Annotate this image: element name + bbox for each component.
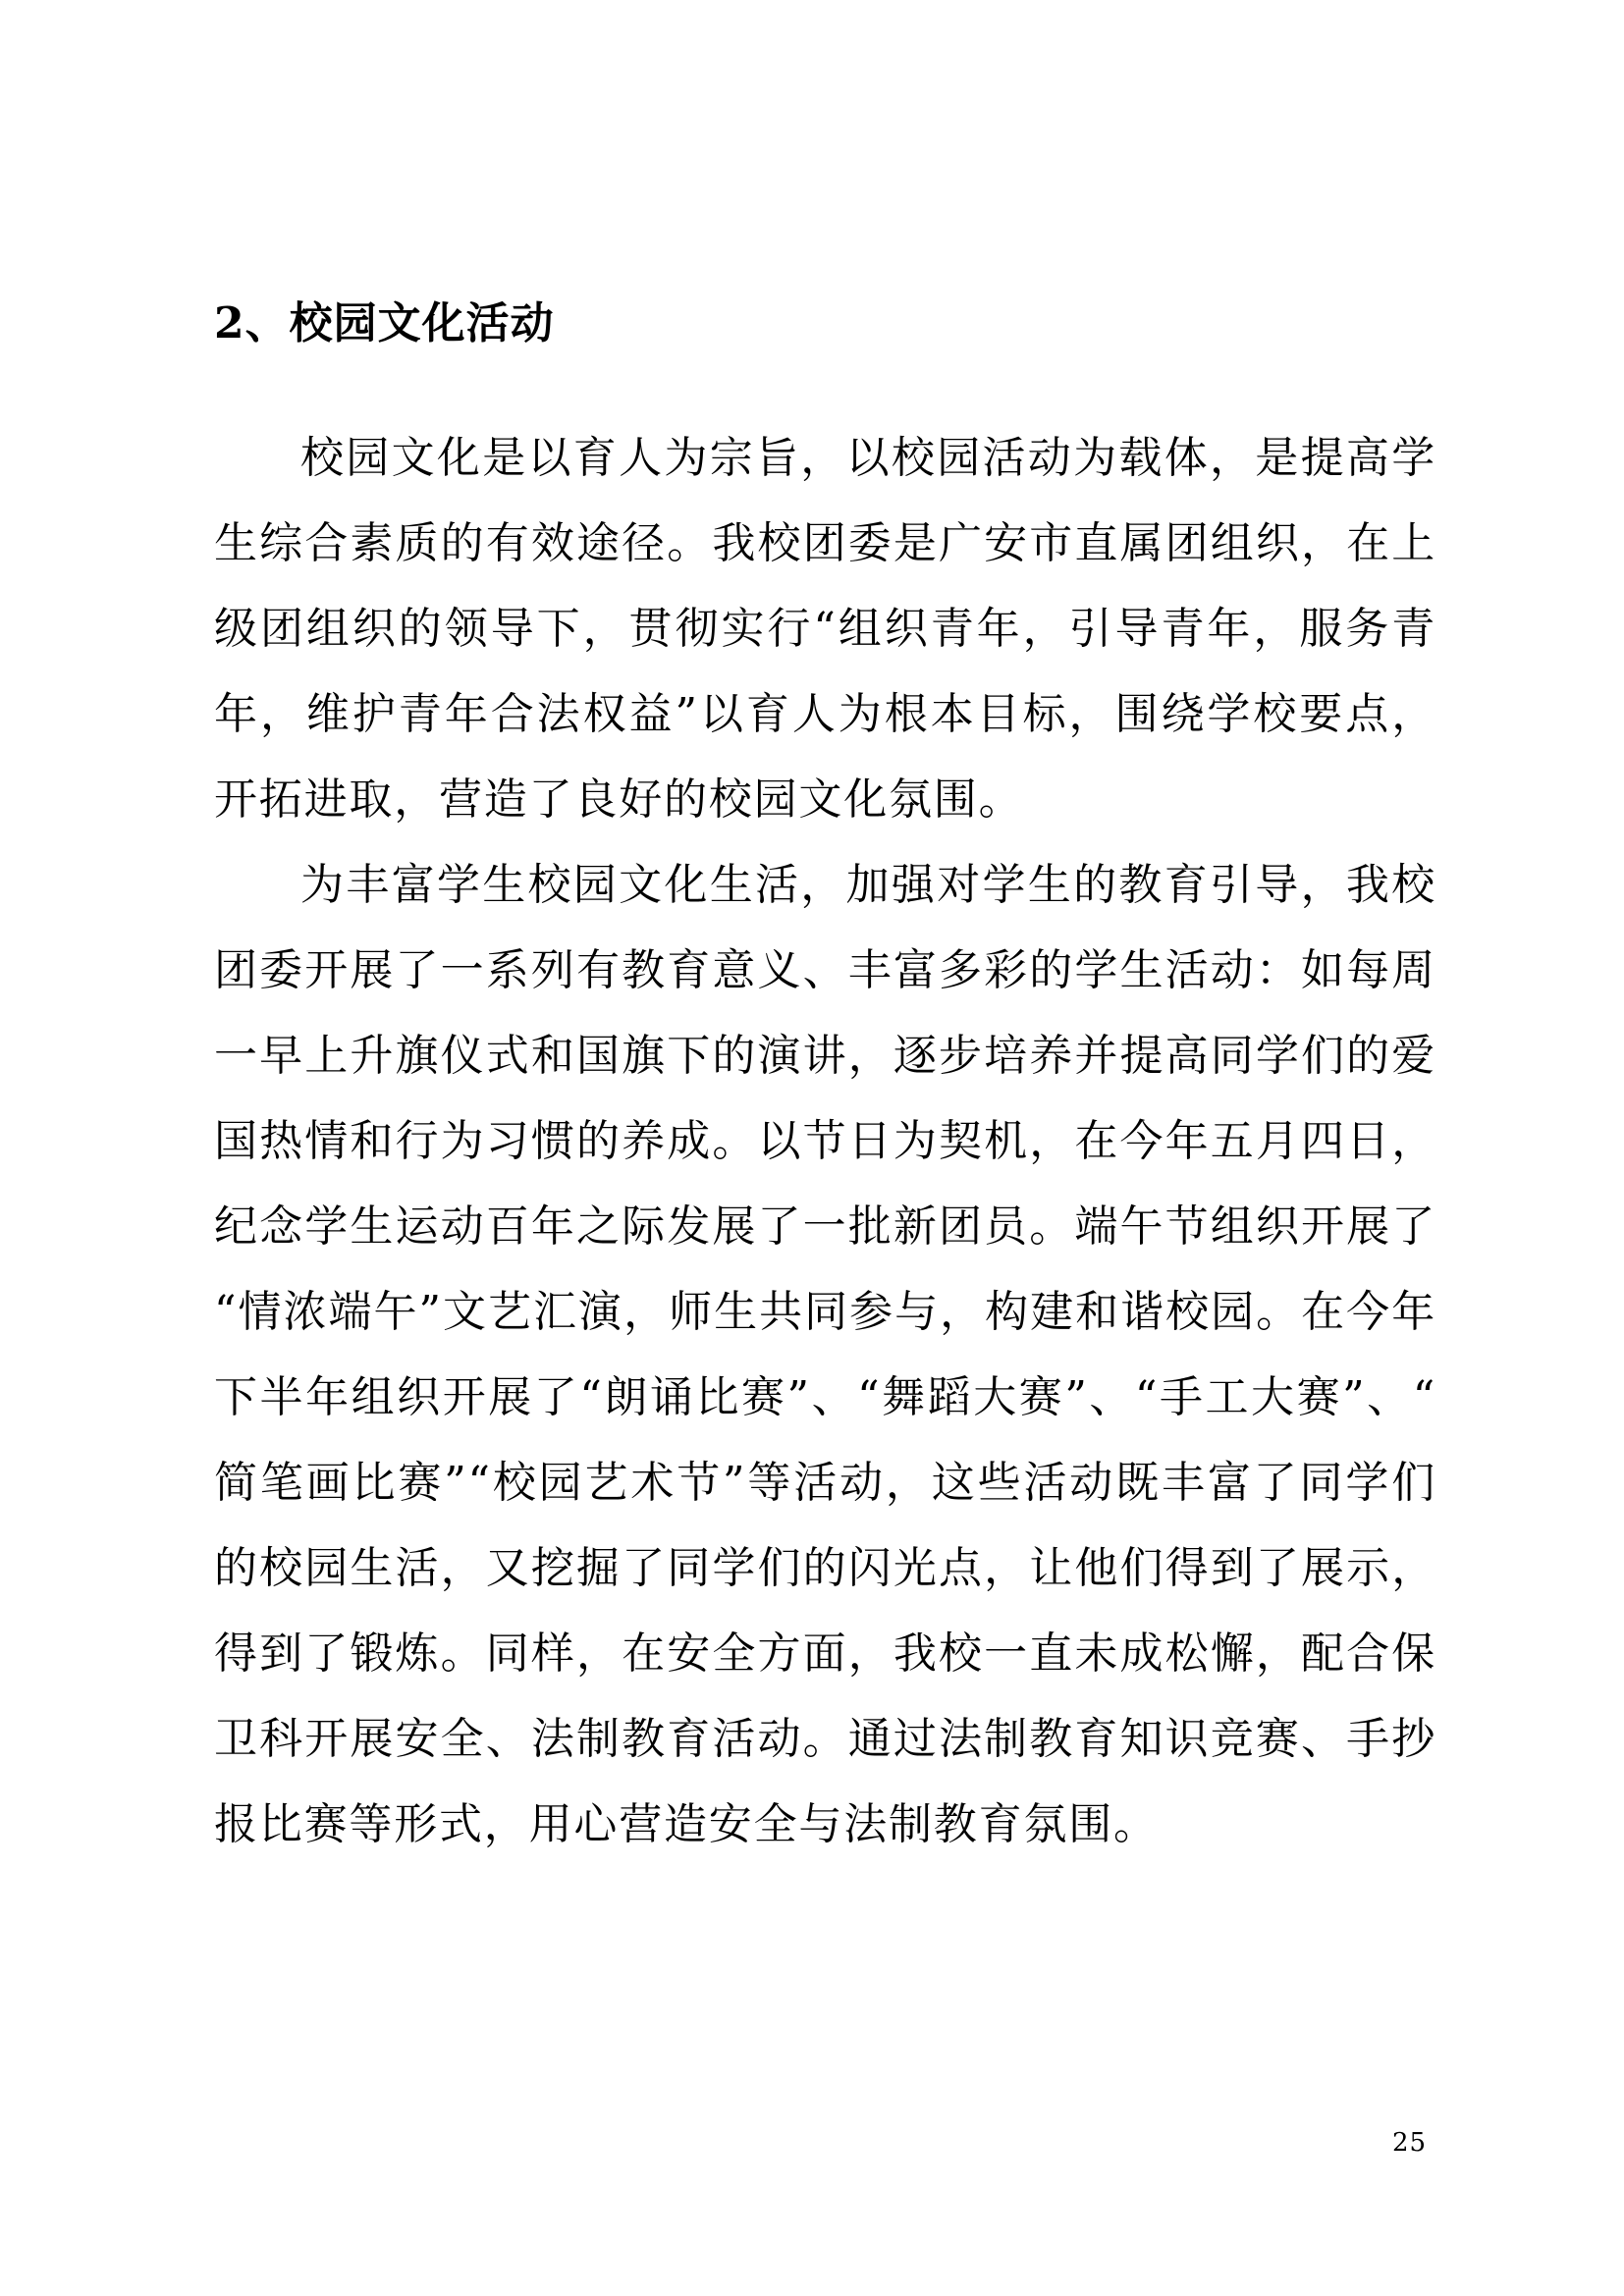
body-text — [214, 415, 1436, 1867]
paragraph-campus-culture: 校园文化是以育人为宗旨，以校园活动为载体，是提高学生综合素质的有效途径。我校团委是广安市直属团组织，在上级团组织的领导下，贯彻实行“组织青年，引导青年，服务青年，维护青年合法权益”以育人为根本目标，围绕学校要点，开拓进取，营造了良好的校园文化氛围。 — [214, 433, 1436, 825]
paragraph-student-activities: 为丰富学生校园文化生活，加强对学生的教育引导，我校团委开展了一系列有教育意义、丰富多彩的学生活动：如每周一早上升旗仪式和国旗下的演讲，逐步培养并提高同学们的爱国热情和行为习惯的养成。以节日为契机，在今年五月四日，纪念学生运动百年之际发展了一批新团员。端午节组织开展了“情浓端午”文艺汇演，师生共同参与，构建和谐校园。在今年下半年组织开展了“朗诵比赛”、“舞蹈大赛”、“手工大赛”、“简笔画比赛”“校园艺术节”等活动，这些活动既丰富了同学们的校园生活，又挖掘了同学们的闪光点，让他们得到了展示，得到了锻炼。同样，在安全方面，我校一直未成松懈，配合保卫科开展安全、法制教育活动。通过法制教育知识竞赛、手抄报比赛等形式，用心营造安全与法制教育氛围。 — [214, 860, 1436, 1849]
page-number: 25 — [1392, 2128, 1428, 2158]
section-heading: 2、校园文化活动 — [214, 298, 555, 348]
